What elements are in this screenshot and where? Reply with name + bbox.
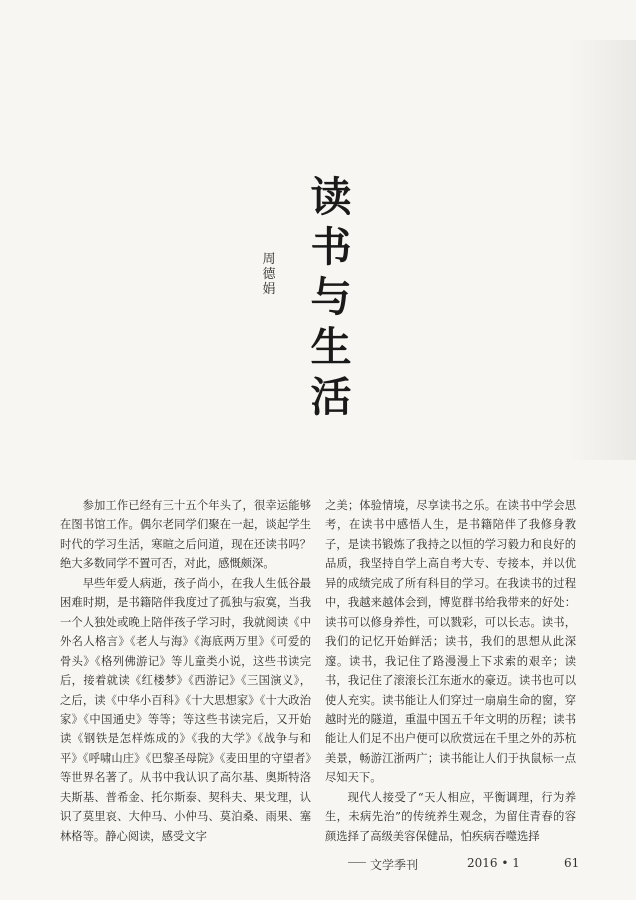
- body-paragraph: 早些年爱人病逝，孩子尚小，在我人生低谷最困难时期，是书籍陪伴我度过了孤独与寂寞，当我一个人独处或晚上陪伴孩子学习时，我就阅读《中外名人格言》《老人与海》《海底两万里》《可爱的骨头》《格列佛游记》等儿童类小说，这些书读完后，接着就读《红楼梦》《西游记》《三国演义》，之后，读《中华小百科》《十大思想家》《十大政治家》《中国通史》等等；等这些书读完后，又开始读《钢铁是怎样炼成的》《我的大学》《战争与和平》《呼啸山庄》《巴黎圣母院》《麦田里的守望者》等世界名著了。从书中我认识了高尔基、奥斯特洛夫斯基、普希金、托尔斯泰、契科夫、果戈理，认识了莫里哀、大仲马、小仲马、莫泊桑、雨果、塞林格等。静心阅读，感受文字: [60, 576, 311, 843]
- author-name: [261, 252, 277, 297]
- page-bleed-shadow: [566, 40, 636, 460]
- body-paragraph: 参加工作已经有三十五个年头了，很幸运能够在图书馆工作。偶尔老同学们聚在一起，谈起学生时代的学习生活，寒暄之后问道，现在还读书吗？绝大多数同学不置可否，对此，感慨颇深。: [60, 499, 311, 571]
- author-char: 德: [262, 267, 276, 282]
- body-column-right: [325, 496, 576, 846]
- article-title: [306, 172, 356, 422]
- body-paragraph-continued: 之美；体验情境，尽享读书之乐。在读书中学会思考，在读书中感悟人生，是书籍陪伴了我修身教子，是读书锻炼了我持之以恒的学习毅力和良好的品质，我坚持自学上高自考大专、专接本，并以优异的成绩完成了所有科目的学习。在我读书的过程中，我越来越体会到，博览群书给我带来的好处：读书可以修身养性，可以戮彩，可以长志。读书，我们的记忆开始鲜活；读书，我们的思想从此深邃。读书，我记住了路漫漫上下求索的艰辛；读书，我记住了滚滚长江东逝水的豪迈。读书也可以使人充实。读书能让人们穿过一扇扇生命的窗，穿越时光的隧道，重温中国五千年文明的历程；读书能让人们足不出户便可以欣赏远在千里之外的苏杭美景，畅游江浙两广；读书能让人们于执鼠标一点尽知天下。: [325, 499, 576, 785]
- body-column-left: [60, 496, 311, 846]
- title-char: 活: [310, 373, 352, 421]
- issue-date: 2016 • 1: [467, 856, 520, 870]
- body-paragraph: 现代人接受了“天人相应，平衡调理，行为养生，未病先治”的传统养生观念，为留住青春的容颜选择了高级美容保健品，怕疾病吞噬选择: [325, 790, 576, 843]
- journal-name: 文学季刊: [370, 858, 419, 872]
- author-char: 娟: [262, 282, 276, 297]
- title-char: 生: [310, 323, 352, 371]
- title-char: 读: [310, 173, 352, 221]
- author-char: 周: [262, 252, 276, 267]
- title-char: 与: [310, 273, 352, 321]
- title-char: 书: [310, 223, 352, 271]
- page-number: 61: [564, 856, 580, 870]
- footer-rule: [348, 862, 366, 863]
